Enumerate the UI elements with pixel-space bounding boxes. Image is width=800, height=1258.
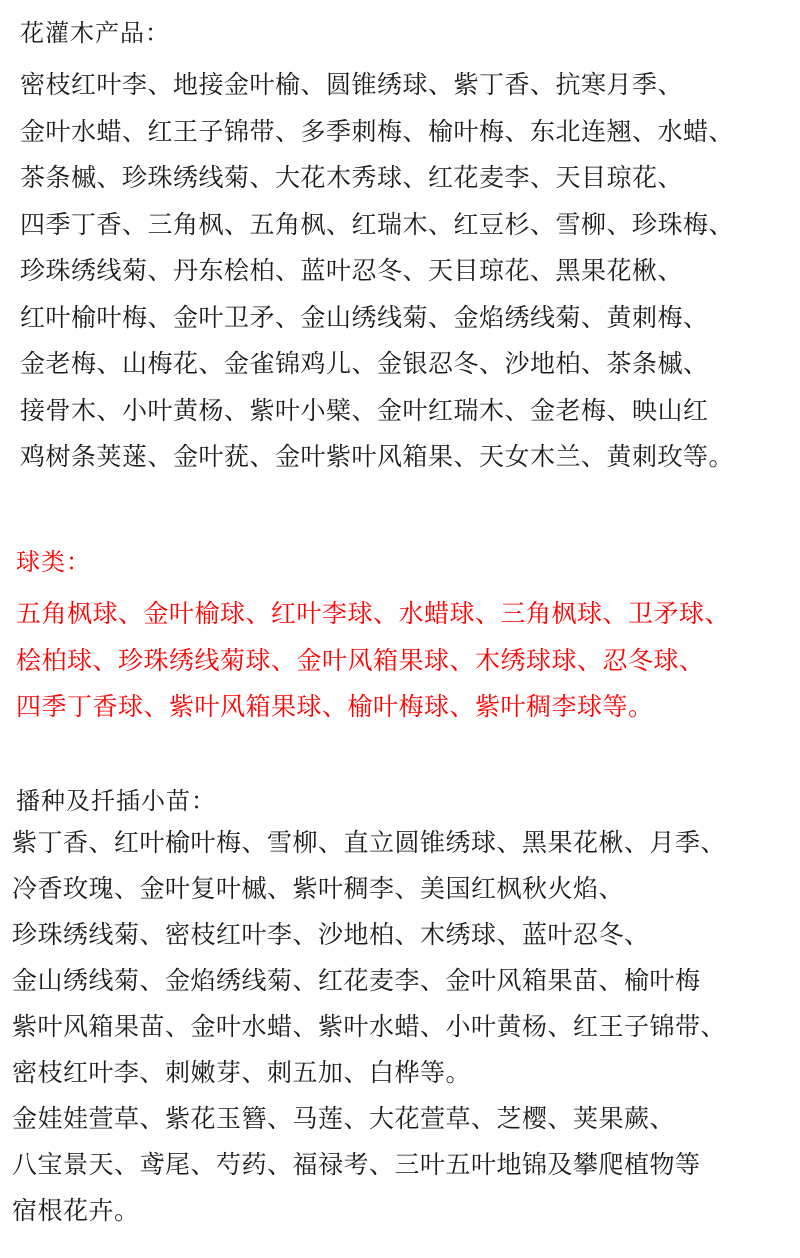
text-line: 紫叶风箱果苗、金叶水蜡、紫叶水蜡、小叶黄杨、红王子锦带、 — [12, 1012, 727, 1041]
text-line: 珍珠绣线菊、丹东桧柏、蓝叶忍冬、天目琼花、黑果花楸、 — [20, 256, 684, 285]
text-line: 金叶水蜡、红王子锦带、多季刺梅、榆叶梅、东北连翘、水蜡、 — [20, 116, 735, 146]
text-line: 紫丁香、红叶榆叶梅、雪柳、直立圆锥绣球、黑果花楸、月季、 — [12, 828, 727, 857]
text-line: 茶条槭、珍珠绣线菊、大花木秀球、红花麦李、天目琼花、 — [20, 163, 684, 192]
text-line: 金娃娃萱草、紫花玉簪、马莲、大花萱草、芝樱、荚果蕨、 — [12, 1104, 676, 1133]
section-flowering-shrubs — [0, 18, 800, 481]
text-line: 四季丁香、三角枫、五角枫、红瑞木、红豆杉、雪柳、珍珠梅、 — [20, 209, 735, 239]
section-ball-shaped — [0, 547, 800, 731]
text-line: 桧柏球、珍珠绣线菊球、金叶风箱果球、木绣球球、忍冬球、 — [16, 645, 705, 675]
section-heading: 播种及扦插小苗： — [16, 787, 216, 815]
section-lines — [0, 591, 800, 731]
text-line: 五角枫球、金叶榆球、红叶李球、水蜡球、三角枫球、卫矛球、 — [16, 599, 731, 628]
text-line: 宿根花卉。 — [12, 1196, 140, 1225]
text-line: 珍珠绣线菊、密枝红叶李、沙地柏、木绣球、蓝叶忍冬、 — [12, 920, 650, 949]
text-line: 八宝景天、鸢尾、芍药、福禄考、三叶五叶地锦及攀爬植物等 — [12, 1150, 701, 1179]
text-line: 接骨木、小叶黄杨、紫叶小檗、金叶红瑞木、金老梅、映山红 — [20, 395, 709, 425]
text-line: 鸡树条荚蒾、金叶莸、金叶紫叶风箱果、天女木兰、黄刺玫等。 — [20, 442, 735, 471]
text-line: 密枝红叶李、地接金叶榆、圆锥绣球、紫丁香、抗寒月季、 — [20, 70, 684, 99]
section-seedlings — [0, 786, 800, 1234]
text-line: 红叶榆叶梅、金叶卫矛、金山绣线菊、金焰绣线菊、黄刺梅、 — [20, 302, 709, 332]
text-line: 冷香玫瑰、金叶复叶槭、紫叶稠李、美国红枫秋火焰、 — [12, 874, 625, 903]
section-heading: 球类： — [16, 548, 91, 576]
section-lines — [0, 820, 800, 1234]
section-heading: 花灌木产品： — [20, 19, 170, 47]
section-lines — [0, 62, 800, 481]
text-line: 金山绣线菊、金焰绣线菊、红花麦李、金叶风箱果苗、榆叶梅 — [12, 966, 701, 995]
text-line: 金老梅、山梅花、金雀锦鸡儿、金银忍冬、沙地柏、茶条槭、 — [20, 349, 709, 378]
text-line: 密枝红叶李、刺嫩芽、刺五加、白桦等。 — [12, 1058, 472, 1087]
text-line: 四季丁香球、紫叶风箱果球、榆叶梅球、紫叶稠李球等。 — [16, 692, 654, 721]
